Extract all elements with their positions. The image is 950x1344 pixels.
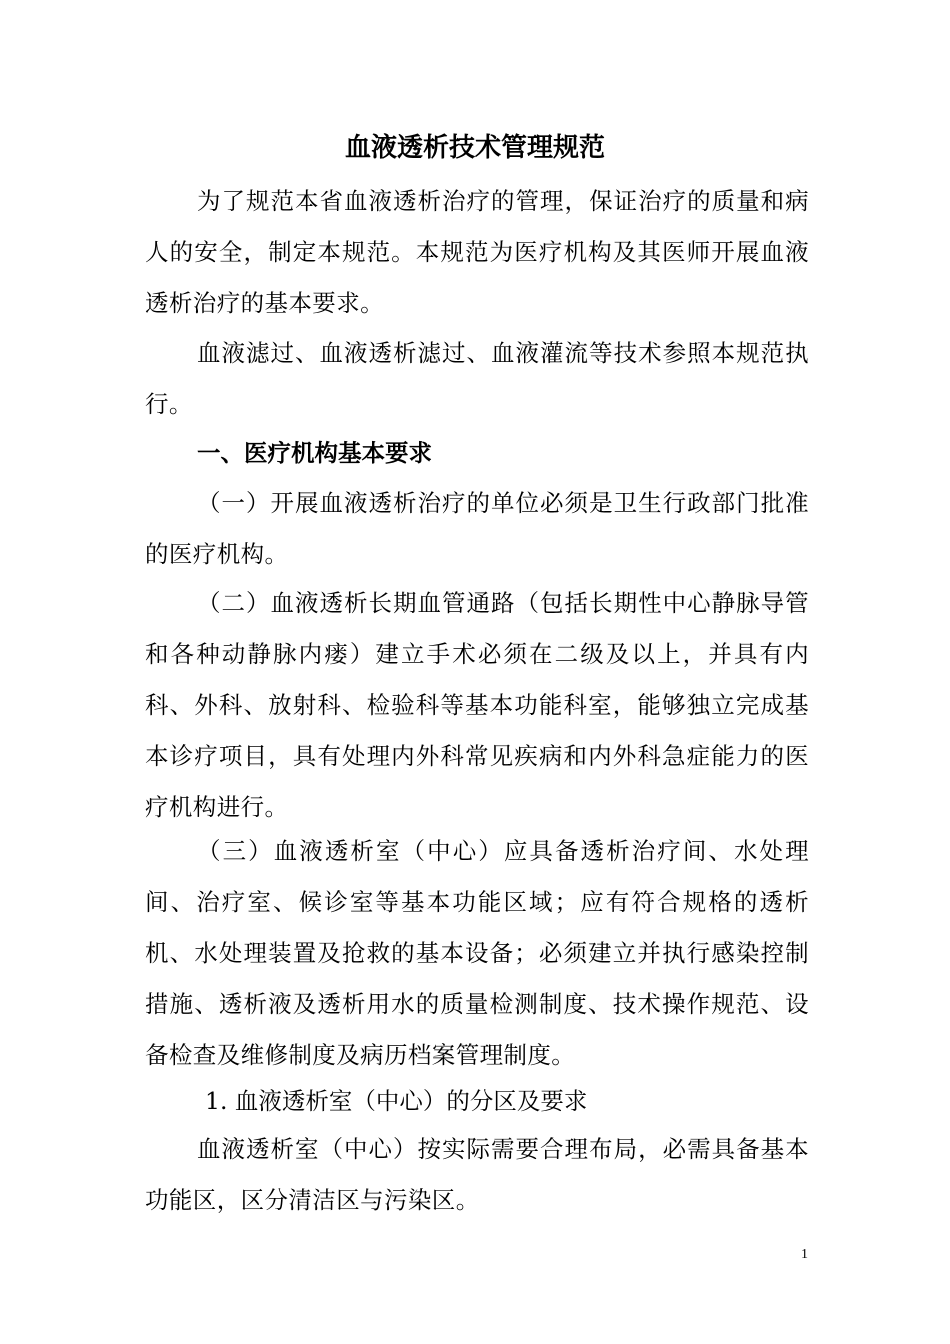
paragraph-item-1: （一）开展血液透析治疗的单位必须是卫生行政部门批准的医疗机构。 [145, 489, 809, 568]
paragraph-item-3: （三）血液透析室（中心）应具备透析治疗间、水处理间、治疗室、候诊室等基本功能区域；应有符合规格的透析机、水处理装置及抢救的基本设备；必须建立并执行感染控制措施、透析液及透析用水的质量检测制度、技术操作规范、设备检查及维修制度及病历档案管理制度。 [145, 837, 809, 1069]
section-heading-1: 一、医疗机构基本要求 [197, 439, 432, 467]
subheading-1: 1. 血液透析室（中心）的分区及要求 [205, 1087, 588, 1115]
paragraph-intro: 为了规范本省血液透析治疗的管理，保证治疗的质量和病人的安全，制定本规范。本规范为医疗机构及其医师开展血液透析治疗的基本要求。 [145, 187, 809, 317]
paragraph-item-2: （二）血液透析长期血管通路（包括长期性中心静脉导管和各种动静脉内瘘）建立手术必须在二级及以上，并具有内科、外科、放射科、检验科等基本功能科室，能够独立完成基本诊疗项目，具有处理内外科常见疾病和内外科急症能力的医疗机构进行。 [145, 589, 809, 821]
paragraph-scope: 血液滤过、血液透析滤过、血液灌流等技术参照本规范执行。 [145, 339, 809, 418]
paragraph-sub1: 血液透析室（中心）按实际需要合理布局，必需具备基本功能区，区分清洁区与污染区。 [145, 1135, 809, 1214]
document-title: 血液透析技术管理规范 [344, 133, 605, 163]
page-number: 1 [801, 1247, 808, 1262]
